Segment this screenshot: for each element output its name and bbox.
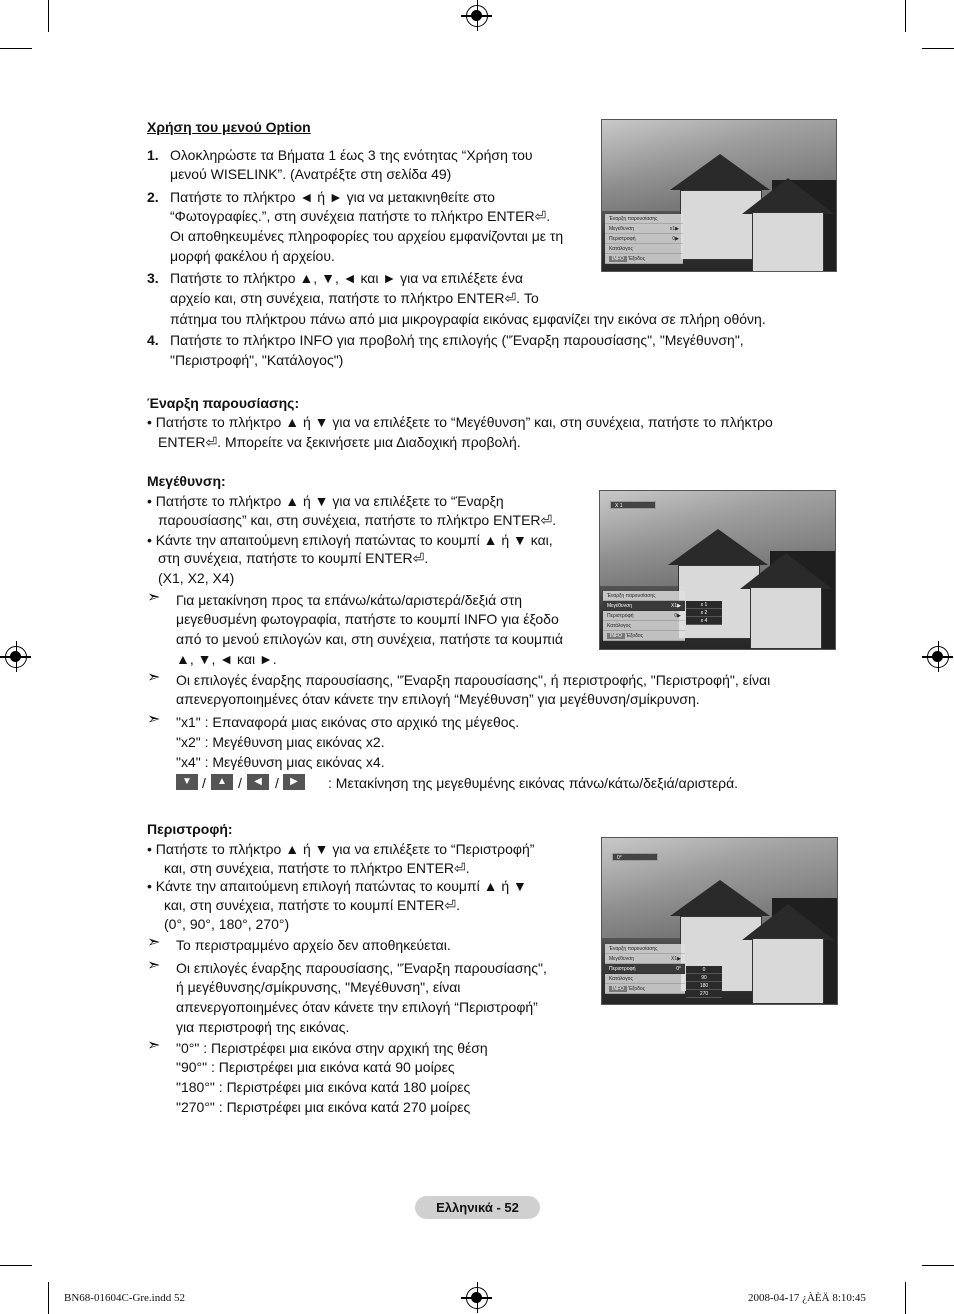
- rotate-note: Το περιστραμμένο αρχείο δεν αποθηκεύεται.: [176, 937, 451, 953]
- step-number: 1.: [147, 147, 159, 163]
- option-item[interactable]: Έναρξη παρουσίασης: [605, 944, 685, 954]
- rotate-option[interactable]: 90: [686, 974, 722, 982]
- option-item[interactable]: Περιστροφή 0▶: [605, 234, 683, 244]
- option-item[interactable]: Περιστροφή 0▶: [603, 611, 685, 621]
- step-text: Πατήστε το πλήκτρο INFO για προβολή της επιλογής ("Έναρξη παρουσίασης", "Μεγέθυνση",: [170, 332, 744, 348]
- note-arrow-icon: ➣: [147, 669, 161, 686]
- crop-mark: [905, 1282, 906, 1314]
- zoom-submenu: [686, 601, 722, 625]
- rotate-text: • Πατήστε το πλήκτρο ▲ ή ▼ για να επιλέξετε το “Περιστροφή”: [147, 841, 535, 857]
- step-text: Πατήστε το πλήκτρο ▲, ▼, ◄ και ► για να επιλέξετε ένα: [170, 270, 523, 286]
- rotate-note: για περιστροφή της εικόνας.: [176, 1019, 350, 1035]
- zoom-note: ▲, ▼, ◄ και ►.: [176, 651, 277, 667]
- rotate-heading: Περιστροφή:: [147, 821, 233, 837]
- option-menu: [605, 944, 685, 994]
- registration-mark-icon: [466, 1287, 488, 1309]
- option-item[interactable]: Περιστροφή 0°: [605, 964, 685, 974]
- zoom-option[interactable]: x 2: [686, 609, 722, 617]
- zoom-note: "x2" : Μεγέθυνση μιας εικόνας x2.: [176, 734, 385, 750]
- zoom-note: "x4" : Μεγέθυνση μιας εικόνας x4.: [176, 754, 385, 770]
- rotate-text: και, στη συνέχεια, πατήστε το κουμπί ENTER⏎.: [164, 897, 461, 913]
- zoom-option[interactable]: x 1: [686, 601, 722, 609]
- zoom-note: από το μενού επιλογών και, στη συνέχεια, πατήστε τα κουμπιά: [176, 631, 563, 647]
- step-number: 4.: [147, 332, 159, 348]
- note-arrow-icon: ➣: [147, 1037, 161, 1054]
- slideshow-heading: Έναρξη παρουσίασης:: [147, 395, 300, 411]
- zoom-note: Για μετακίνηση προς τα επάνω/κάτω/αριστερά/δεξιά στη: [176, 592, 523, 608]
- option-item[interactable]: Έναρξη παρουσίασης: [605, 214, 683, 224]
- down-arrow-icon: ▼: [176, 774, 198, 790]
- tv-screenshot-rotate: [601, 837, 838, 1005]
- rotate-option[interactable]: 0: [686, 966, 722, 974]
- step-text: μενού WISELINK”. (Ανατρέξτε στη σελίδα 49): [170, 166, 452, 182]
- note-arrow-icon: ➣: [147, 589, 161, 606]
- rotate-note: "180°" : Περιστρέφει μια εικόνα κατά 180 μοίρες: [176, 1079, 471, 1095]
- rotate-note: "0°" : Περιστρέφει μια εικόνα στην αρχική της θέση: [176, 1040, 488, 1056]
- zoom-note: Οι επιλογές έναρξης παρουσίασης, "Έναρξη παρουσίασης", ή περιστροφής, "Περιστροφή", είναι: [176, 672, 771, 688]
- slideshow-text: ENTER⏎. Μπορείτε να ξεκινήσετε μια Διαδοχική προβολή.: [158, 434, 521, 450]
- note-arrow-icon: ➣: [147, 934, 161, 951]
- right-arrow-icon: ▶: [283, 774, 305, 790]
- zoom-note: μεγεθυσμένη φωτογραφία, πατήστε το κουμπί INFO για έξοδο: [176, 611, 559, 627]
- step-text: "Περιστροφή", "Κατάλογος"): [170, 352, 344, 368]
- separator: /: [238, 775, 242, 791]
- zoom-text: παρουσίασης” και, στη συνέχεια, πατήστε το πλήκτρο ENTER⏎.: [158, 512, 557, 528]
- section-title: Χρήση του μενού Option: [147, 119, 311, 135]
- zoom-text: • Πατήστε το πλήκτρο ▲ ή ▼ για να επιλέξετε το “Έναρξη: [147, 493, 504, 509]
- rotate-note: ή μεγέθυνσης/σμίκρυνσης, "Μεγέθυνση", είναι: [176, 979, 461, 995]
- rotate-text: • Κάντε την απαιτούμενη επιλογή πατώντας το κουμπί ▲ ή ▼: [147, 878, 527, 894]
- step-number: 3.: [147, 270, 159, 286]
- crop-mark: [0, 48, 32, 49]
- rotate-option[interactable]: 270: [686, 990, 722, 998]
- note-arrow-icon: ➣: [147, 957, 161, 974]
- rotate-note: Οι επιλογές έναρξης παρουσίασης, "Έναρξη παρουσίασης",: [176, 960, 547, 976]
- zoom-heading: Μεγέθυνση:: [147, 473, 226, 489]
- zoom-note: : Μετακίνηση της μεγεθυμένης εικόνας πάνω/κάτω/δεξιά/αριστερά.: [328, 775, 739, 791]
- slideshow-text: • Πατήστε το πλήκτρο ▲ ή ▼ για να επιλέξετε το “Μεγέθυνση” και, στη συνέχεια, πατήστε το πλήκτρο: [147, 414, 773, 430]
- crop-mark: [48, 1282, 49, 1314]
- registration-mark-icon: [466, 5, 488, 27]
- option-item[interactable]: Μεγέθυνση x1▶: [605, 224, 683, 234]
- rotate-note: απενεργοποιημένες όταν κάνετε την επιλογή “Περιστροφή”: [176, 999, 538, 1015]
- step-number: 2.: [147, 189, 159, 205]
- rotate-submenu: [686, 966, 722, 998]
- option-item[interactable]: Κατάλογος: [605, 244, 683, 254]
- crop-mark: [922, 48, 954, 49]
- registration-mark-icon: [5, 646, 27, 668]
- zoom-note: απενεργοποιημένες όταν κάνετε την επιλογή “Μεγέθυνση” για μεγέθυνση/σμίκρυνση.: [176, 691, 700, 707]
- left-arrow-icon: ◀: [247, 774, 269, 790]
- crop-mark: [0, 1265, 32, 1266]
- date-slug: 2008-04-17 ¿ÀÈÄ 8:10:45: [748, 1292, 866, 1304]
- zoom-text: • Κάντε την απαιτούμενη επιλογή πατώντας το κουμπί ▲ ή ▼ και,: [147, 532, 553, 548]
- option-menu: [605, 214, 683, 264]
- zoom-note: "x1" : Επαναφορά μιας εικόνας στο αρχικό της μέγεθος.: [176, 714, 520, 730]
- file-slug: BN68-01604C-Gre.indd 52: [64, 1292, 185, 1304]
- separator: /: [275, 775, 279, 791]
- zoom-text: (X1, X2, X4): [158, 570, 235, 586]
- crop-mark: [905, 0, 906, 32]
- rotate-indicator: 0°: [612, 853, 658, 861]
- up-arrow-icon: ▲: [211, 774, 233, 790]
- crop-mark: [922, 1265, 954, 1266]
- step-text: Ολοκληρώστε τα Βήματα 1 έως 3 της ενότητας “Χρήση του: [170, 147, 533, 163]
- rotate-option[interactable]: 180: [686, 982, 722, 990]
- registration-mark-icon: [927, 646, 949, 668]
- option-item[interactable]: Κατάλογος: [603, 621, 685, 631]
- separator: /: [202, 775, 206, 791]
- option-item[interactable]: Μεγέθυνση X1▶: [605, 954, 685, 964]
- option-menu: [603, 591, 685, 641]
- step-text: μορφή φακέλου ή αρχείου.: [170, 248, 335, 264]
- page-number: Ελληνικά - 52: [415, 1196, 540, 1219]
- rotate-text: και, στη συνέχεια, πατήστε το πλήκτρο ENTER⏎.: [164, 860, 470, 876]
- step-text: αρχείο και, στη συνέχεια, πατήστε το πλήκτρο ENTER⏎. Το: [170, 290, 539, 306]
- step-text: “Φωτογραφίες.”, στη συνέχεια πατήστε το πλήκτρο ENTER⏎.: [170, 208, 551, 224]
- step-text: πάτημα του πλήκτρου πάνω από μια μικρογραφία εικόνας εμφανίζει την εικόνα σε πλήρη οθόνη.: [170, 311, 766, 327]
- option-item[interactable]: Έναρξη παρουσίασης: [603, 591, 685, 601]
- step-text: Οι αποθηκευμένες πληροφορίες του αρχείου εμφανίζονται με τη: [170, 228, 564, 244]
- tv-screenshot-option-menu: [601, 119, 837, 272]
- rotate-note: "90°" : Περιστρέφει μια εικόνα κατά 90 μοίρες: [176, 1059, 455, 1075]
- option-item[interactable]: Κατάλογος: [605, 974, 685, 984]
- osd-footer: INFO Έξοδος: [605, 984, 685, 994]
- osd-footer: INFO Έξοδος: [603, 631, 685, 641]
- rotate-text: (0°, 90°, 180°, 270°): [164, 916, 290, 932]
- zoom-text: στη συνέχεια, πατήστε το κουμπί ENTER⏎.: [158, 550, 429, 566]
- rotate-note: "270°" : Περιστρέφει μια εικόνα κατά 270 μοίρες: [176, 1099, 471, 1115]
- crop-mark: [48, 0, 49, 32]
- zoom-indicator: X 1: [610, 501, 656, 509]
- option-item[interactable]: Μεγέθυνση X1▶: [603, 601, 685, 611]
- step-text: Πατήστε το πλήκτρο ◄ ή ► για να μετακινηθείτε στο: [170, 189, 495, 205]
- osd-footer: INFO Έξοδος: [605, 254, 683, 264]
- note-arrow-icon: ➣: [147, 711, 161, 728]
- tv-screenshot-zoom: [599, 490, 836, 650]
- zoom-option[interactable]: x 4: [686, 617, 722, 625]
